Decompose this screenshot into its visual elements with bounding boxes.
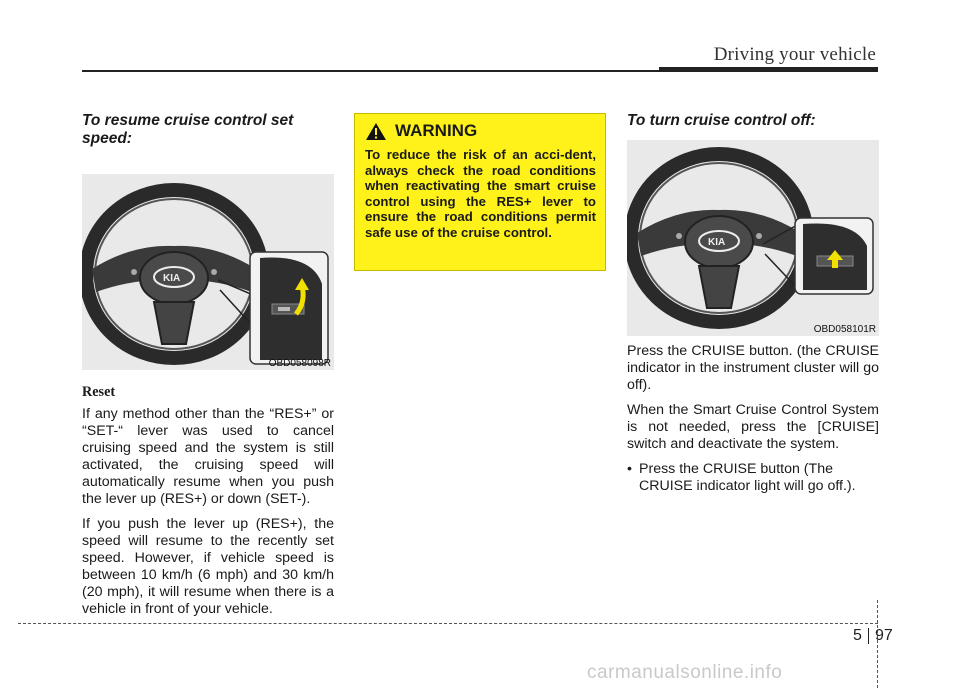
figure-code: OBD058098R xyxy=(268,358,331,369)
warning-triangle-icon xyxy=(365,122,387,141)
figure-code: OBD058101R xyxy=(813,324,876,335)
bullet-item xyxy=(627,461,879,495)
bullet-text: Press the CRUISE button (The CRUISE indicator light will go off.). xyxy=(639,461,856,494)
bullet-marker: • xyxy=(627,461,632,477)
paragraph: If you push the lever up (RES+), the speed will resume to the recently set speed. However, if vehicle speed is between 10 km/h (6 mph) and 30 km/h (20 mph), it will resume when there is a vehicle in front of your vehicle. xyxy=(82,516,334,617)
left-column xyxy=(82,112,334,626)
warning-box xyxy=(354,113,606,271)
resume-heading: To resume cruise control set speed: xyxy=(82,112,294,147)
paragraph: When the Smart Cruise Control System is not needed, press the [CRUISE] switch and deactivate the system. xyxy=(627,402,879,452)
warning-title: WARNING xyxy=(395,121,478,140)
cruise-off-heading: To turn cruise control off: xyxy=(627,112,816,129)
warning-text: To reduce the risk of an acci-dent, always check the road conditions when reactivating the smart cruise control using the RES+ lever to ensure the road conditions permit safe use of the cruise control. xyxy=(365,147,596,240)
page-number: 97 xyxy=(875,627,893,644)
steering-wheel-illustration xyxy=(627,140,879,336)
paragraph: Press the CRUISE button. (the CRUISE indicator in the instrument cluster will go off). xyxy=(627,343,879,393)
steering-wheel-figure-cruise xyxy=(627,140,879,336)
section-title: Driving your vehicle xyxy=(713,44,876,65)
reset-heading: Reset xyxy=(82,384,116,400)
header-rule-accent xyxy=(659,67,878,72)
warning-header xyxy=(365,121,596,141)
steering-wheel-figure-resume xyxy=(82,174,334,370)
page-number-divider xyxy=(868,628,869,644)
footer-rule xyxy=(18,623,878,624)
steering-wheel-illustration xyxy=(82,174,334,370)
svg-text:KIA: KIA xyxy=(708,237,726,248)
svg-text:KIA: KIA xyxy=(163,273,181,284)
watermark: carmanualsonline.info xyxy=(587,662,783,683)
right-column xyxy=(627,112,879,495)
paragraph: If any method other than the “RES+” or “SET-“ lever was used to cancel cruising speed and the system is still activated, the cruising speed will automatically resume when you push the lever up (RES+) or down (SET-). xyxy=(82,406,334,507)
chapter-number: 5 xyxy=(853,627,862,644)
